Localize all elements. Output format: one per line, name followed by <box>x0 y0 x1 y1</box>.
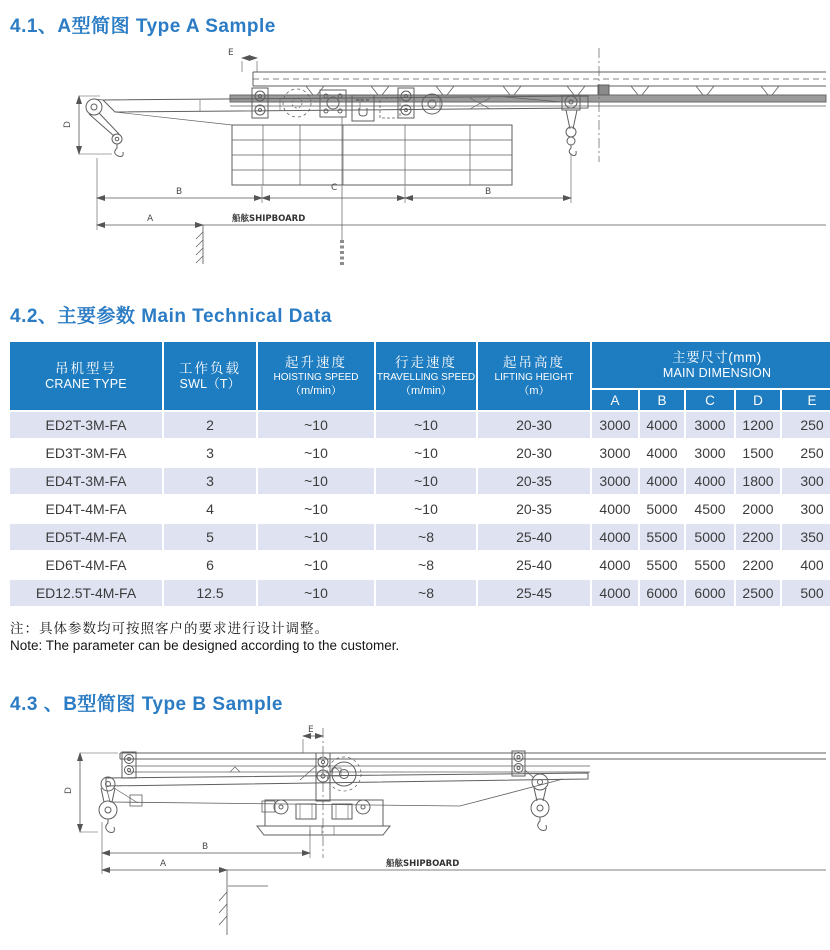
cell-travel: ~10 <box>376 440 476 466</box>
cell-model: ED4T-4M-FA <box>10 496 162 522</box>
cell-dim-a: 3000 <box>592 440 638 466</box>
cell-dim-c: 3000 <box>686 440 734 466</box>
cell-hoist: ~10 <box>258 580 374 606</box>
cell-model: ED4T-3M-FA <box>10 468 162 494</box>
cell-dim-e: 500 <box>782 580 830 606</box>
table-row <box>10 440 830 466</box>
dim-label-b2: B <box>485 187 492 197</box>
table-header-row <box>10 342 830 388</box>
cell-hoist: ~10 <box>258 412 374 438</box>
cell-dim-a: 4000 <box>592 552 638 578</box>
cell-dim-e: 400 <box>782 552 830 578</box>
crane-b-dimension-labels <box>64 725 459 869</box>
dim-label-e: E <box>228 48 234 58</box>
cell-dim-e: 250 <box>782 412 830 438</box>
cell-dim-a: 4000 <box>592 580 638 606</box>
cell-swl: 3 <box>164 468 256 494</box>
dim-label-a: A <box>160 859 167 869</box>
cell-dim-d: 2000 <box>736 496 780 522</box>
table-row <box>10 552 830 578</box>
cell-model: ED3T-3M-FA <box>10 440 162 466</box>
cell-dim-d: 1200 <box>736 412 780 438</box>
cell-height: 20-35 <box>478 468 590 494</box>
header-travelling-speed: 行走速度 TRAVELLING SPEED （m/min） <box>376 342 476 410</box>
header-dim-b: B <box>640 390 684 410</box>
cell-dim-b: 6000 <box>640 580 684 606</box>
cell-swl: 2 <box>164 412 256 438</box>
table-row <box>10 412 830 438</box>
cell-dim-d: 2500 <box>736 580 780 606</box>
cell-dim-d: 2200 <box>736 552 780 578</box>
cell-height: 20-35 <box>478 496 590 522</box>
cell-dim-b: 4000 <box>640 440 684 466</box>
dim-label-b: B <box>202 842 209 852</box>
cell-swl: 3 <box>164 440 256 466</box>
cell-dim-c: 4500 <box>686 496 734 522</box>
cell-model: ED2T-3M-FA <box>10 412 162 438</box>
cell-dim-e: 300 <box>782 468 830 494</box>
header-swl: 工作负载 SWL（T） <box>164 342 256 410</box>
cell-dim-d: 1800 <box>736 468 780 494</box>
cell-dim-e: 300 <box>782 496 830 522</box>
section-title-4-2: 4.2、主要参数 Main Technical Data <box>10 306 332 327</box>
cell-dim-b: 5500 <box>640 552 684 578</box>
cell-dim-b: 4000 <box>640 412 684 438</box>
dim-label-d: D <box>64 787 74 794</box>
dim-label-b1: B <box>176 187 183 197</box>
cell-dim-a: 3000 <box>592 468 638 494</box>
table-row <box>10 524 830 550</box>
header-dim-c: C <box>686 390 734 410</box>
cell-height: 25-40 <box>478 524 590 550</box>
technical-data-table <box>8 340 830 608</box>
cell-hoist: ~10 <box>258 524 374 550</box>
type-a-drawing <box>0 40 830 292</box>
cell-dim-a: 4000 <box>592 524 638 550</box>
cell-hoist: ~10 <box>258 468 374 494</box>
cell-dim-e: 250 <box>782 440 830 466</box>
cell-swl: 6 <box>164 552 256 578</box>
cell-travel: ~8 <box>376 524 476 550</box>
cell-hoist: ~10 <box>258 440 374 466</box>
header-dim-d: D <box>736 390 780 410</box>
table-row <box>10 496 830 522</box>
dim-label-e: E <box>308 725 314 735</box>
header-dim-a: A <box>592 390 638 410</box>
cell-hoist: ~10 <box>258 552 374 578</box>
cell-model: ED6T-4M-FA <box>10 552 162 578</box>
cell-dim-b: 5500 <box>640 524 684 550</box>
crane-a-structure <box>86 48 826 266</box>
cell-travel: ~10 <box>376 496 476 522</box>
crane-a-dimensions <box>79 58 826 264</box>
table-row <box>10 580 830 606</box>
cell-swl: 5 <box>164 524 256 550</box>
cell-travel: ~10 <box>376 468 476 494</box>
dim-label-a: A <box>147 214 154 224</box>
cell-dim-b: 5000 <box>640 496 684 522</box>
cell-swl: 4 <box>164 496 256 522</box>
shipboard-label: 船舷SHIPBOARD <box>232 214 306 224</box>
cell-height: 25-45 <box>478 580 590 606</box>
cell-dim-b: 4000 <box>640 468 684 494</box>
cell-dim-d: 1500 <box>736 440 780 466</box>
cell-dim-c: 5500 <box>686 552 734 578</box>
cell-height: 25-40 <box>478 552 590 578</box>
cell-model: ED12.5T-4M-FA <box>10 580 162 606</box>
header-dim-e: E <box>782 390 830 410</box>
cell-dim-c: 5000 <box>686 524 734 550</box>
cell-dim-e: 350 <box>782 524 830 550</box>
cell-swl: 12.5 <box>164 580 256 606</box>
section-title-4-3: 4.3 、B型简图 Type B Sample <box>10 694 283 715</box>
cell-model: ED5T-4M-FA <box>10 524 162 550</box>
cell-height: 20-30 <box>478 412 590 438</box>
table-row <box>10 468 830 494</box>
header-main-dimension: 主要尺寸(mm) MAIN DIMENSION <box>592 342 830 388</box>
type-b-drawing <box>0 722 830 950</box>
section-title-4-1: 4.1、A型简图 Type A Sample <box>10 16 276 37</box>
crane-b-structure <box>99 728 826 858</box>
cell-dim-c: 3000 <box>686 412 734 438</box>
shipboard-label: 船舷SHIPBOARD <box>386 859 460 869</box>
table-notes <box>10 620 399 654</box>
cell-hoist: ~10 <box>258 496 374 522</box>
note-cn: 注：具体参数均可按照客户的要求进行设计调整。 <box>10 621 329 636</box>
cell-height: 20-30 <box>478 440 590 466</box>
dim-label-c: C <box>331 183 338 193</box>
note-en: Note: The parameter can be designed according to the customer. <box>10 638 400 653</box>
cell-dim-c: 4000 <box>686 468 734 494</box>
cell-dim-c: 6000 <box>686 580 734 606</box>
header-lifting-height: 起吊高度 LIFTING HEIGHT （m） <box>478 342 590 410</box>
cell-dim-d: 2200 <box>736 524 780 550</box>
cell-dim-a: 3000 <box>592 412 638 438</box>
dim-label-d: D <box>63 121 73 128</box>
cell-travel: ~8 <box>376 580 476 606</box>
cell-dim-a: 4000 <box>592 496 638 522</box>
header-hoisting-speed: 起升速度 HOISTING SPEED （m/min） <box>258 342 374 410</box>
header-crane-type: 吊机型号 CRANE TYPE <box>10 342 162 410</box>
cell-travel: ~10 <box>376 412 476 438</box>
cell-travel: ~8 <box>376 552 476 578</box>
